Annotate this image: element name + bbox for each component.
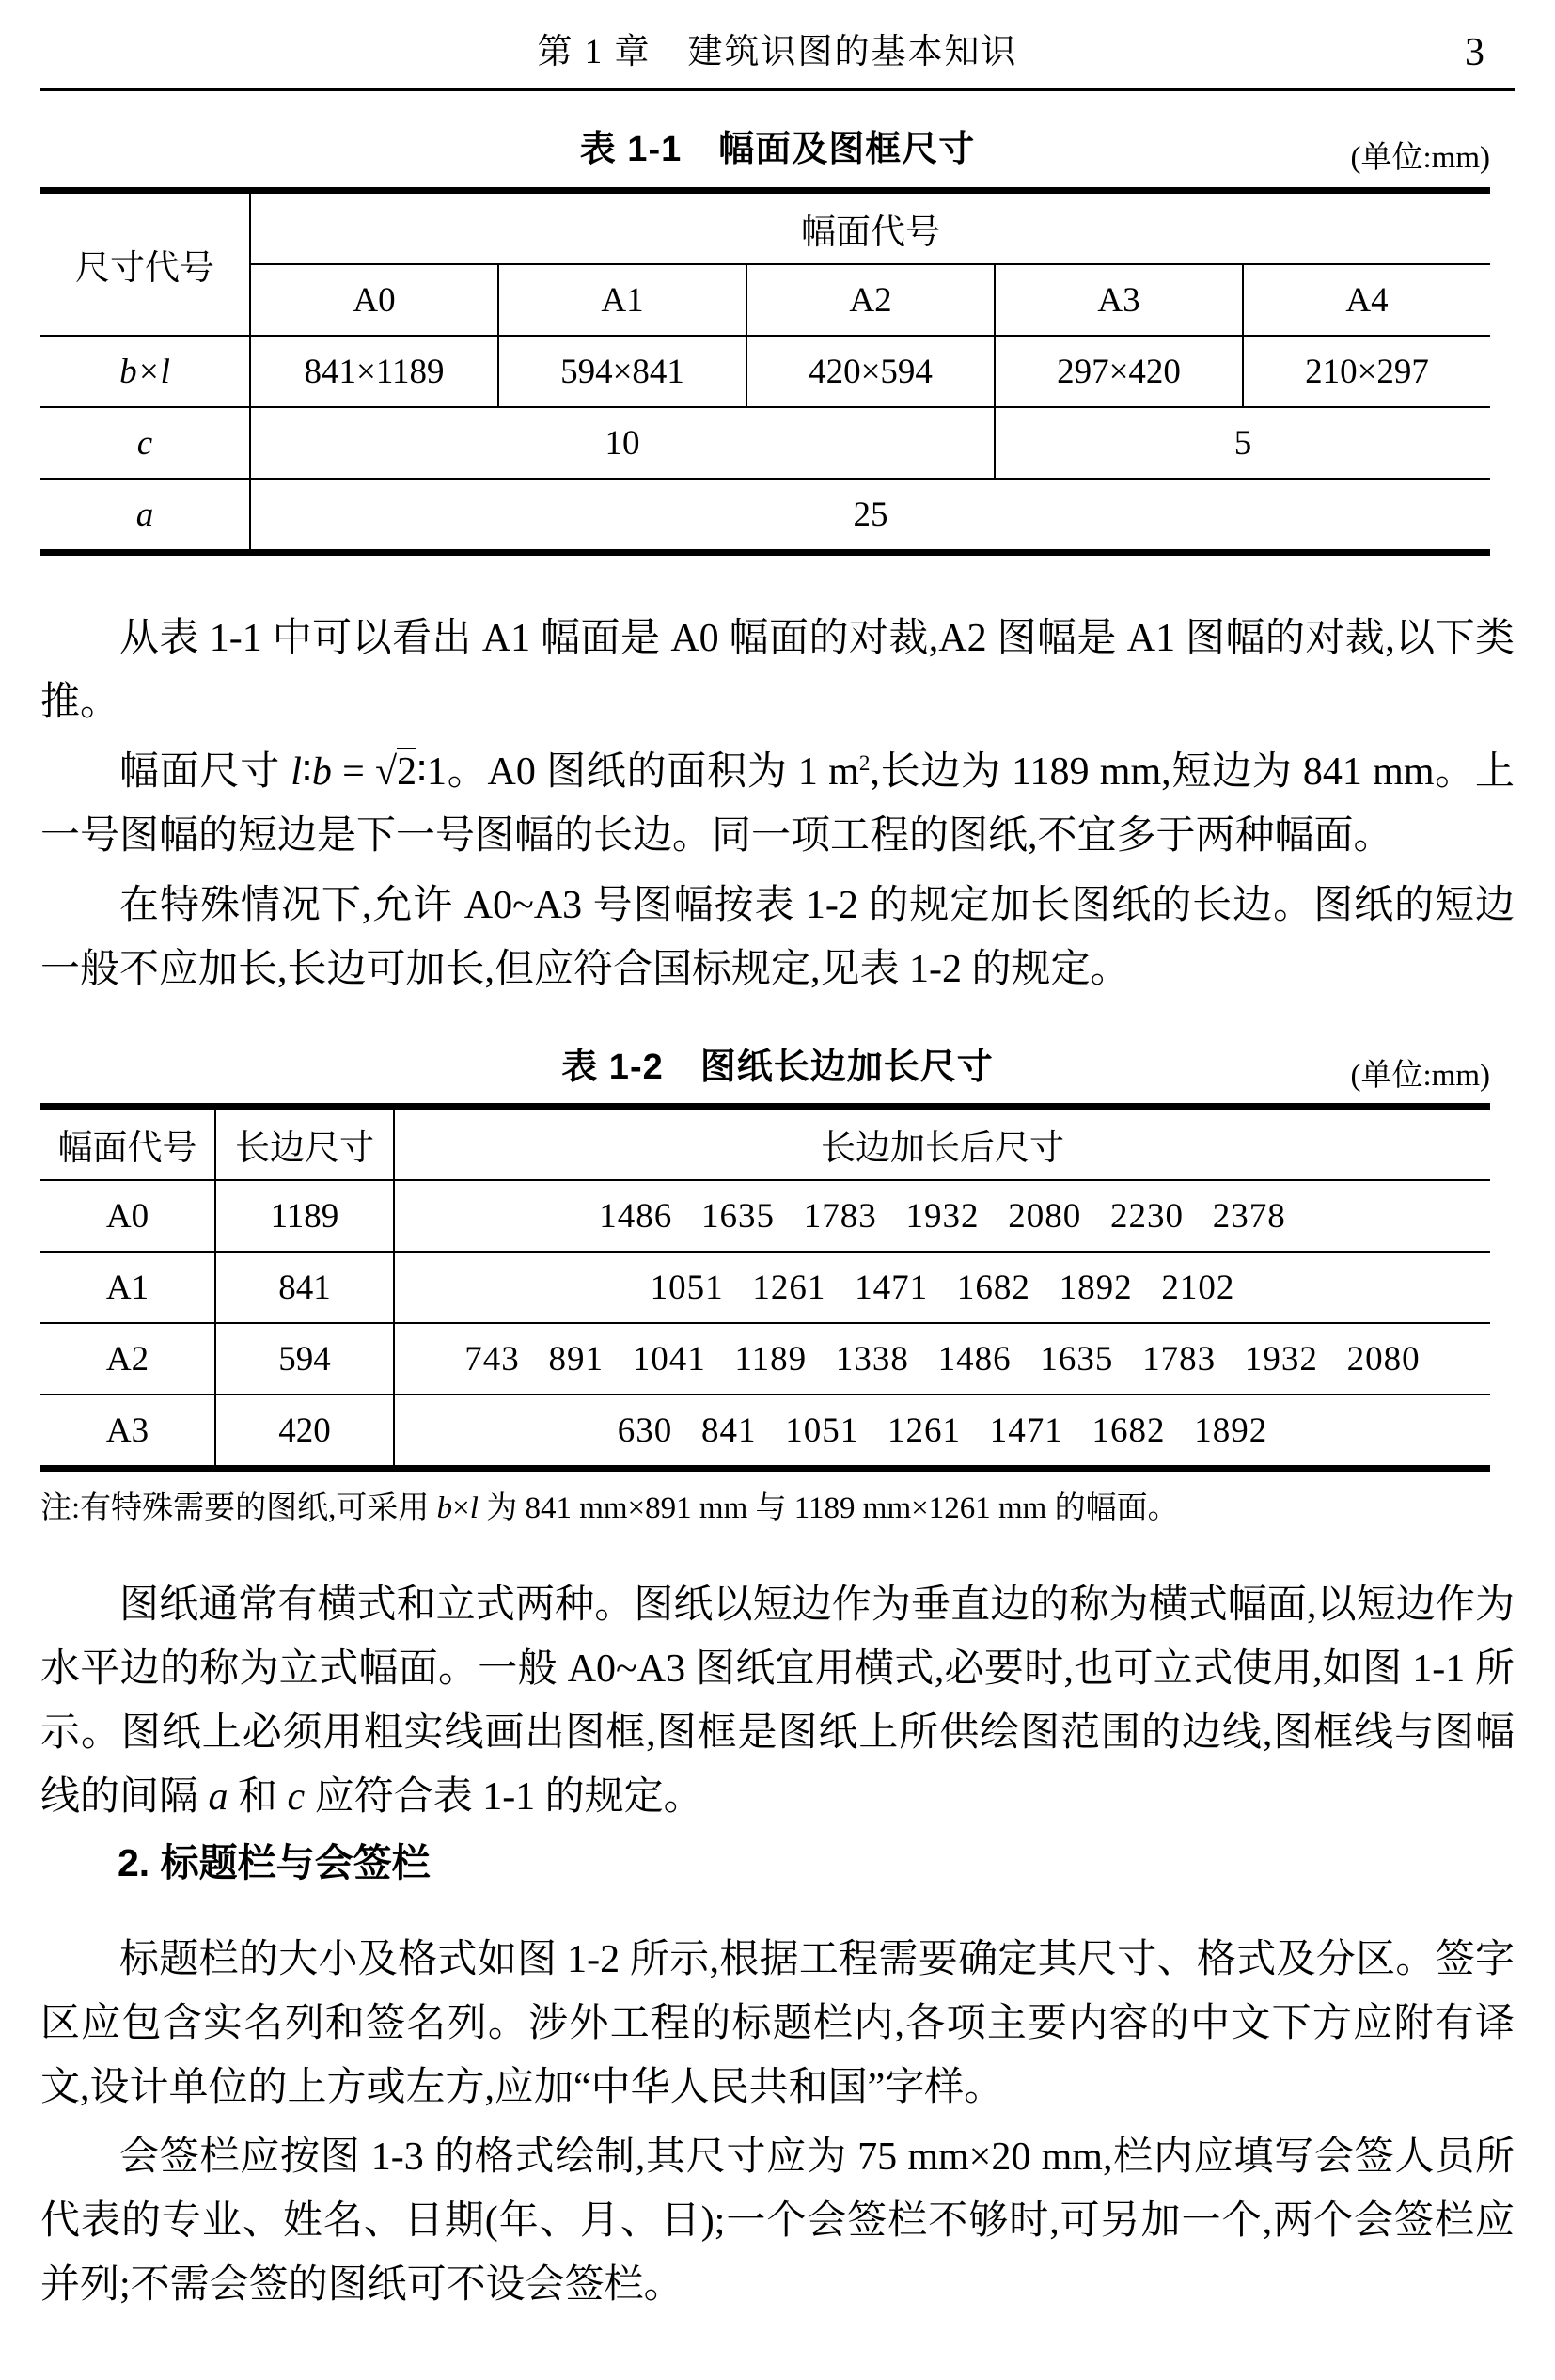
table2-col-header-long-edge: 长边尺寸 — [215, 1107, 394, 1181]
table1-row-label-a: a — [40, 479, 250, 553]
table2-row-a1 — [40, 1252, 1490, 1323]
table1-row-bxl — [40, 336, 1490, 407]
table2-cell-extended: 630 841 1051 1261 1471 1682 1892 — [617, 1411, 1268, 1450]
table2-cell-long-edge: 420 — [215, 1395, 394, 1469]
table2-cell-code: A3 — [40, 1395, 215, 1469]
table2-row-a2 — [40, 1323, 1490, 1395]
table2-cell-extended: 1051 1261 1471 1682 1892 2102 — [394, 1252, 1490, 1323]
section-heading-titleblock: 2. 标题栏与会签栏 — [118, 1841, 431, 1884]
table2-col-header-code: 幅面代号 — [40, 1107, 215, 1181]
table1-header-row-1 — [40, 191, 1490, 265]
table2-row-a0 — [40, 1180, 1490, 1252]
table1-col-header-a3: A3 — [995, 264, 1243, 336]
table1-header-row-2 — [40, 264, 1490, 336]
table1-cell-bxl-a2: 420×594 — [746, 336, 995, 407]
table2-cell-extended: 1486 1635 1783 1932 2080 2230 2378 — [394, 1180, 1490, 1252]
table2-cell-long-edge: 594 — [215, 1323, 394, 1395]
table1-row-a — [40, 479, 1490, 553]
table2-long-edge-extensions — [40, 1103, 1490, 1472]
table2-caption-title: 表 1-2 图纸长边加长尺寸 — [561, 1048, 994, 1087]
table1-sheet-sizes — [40, 187, 1490, 556]
table2-cell-long-edge: 1189 — [215, 1180, 394, 1252]
table2-caption — [40, 1045, 1515, 1093]
page-number: 3 — [1465, 31, 1484, 74]
paragraph-4: 图纸通常有横式和立式两种。图纸以短边作为垂直边的称为横式幅面,以短边作为水平边的称为立式幅面。一般 A0~A3 图纸宜用横式,必要时,也可立式使用,如图 1-1 所示。图纸上必须用粗实线画出图框,图框是图纸上所供绘图范围的边线,图框线与图幅线的间隔 a 和 c 应符合表 1-1 的规定。 — [40, 1584, 1515, 1819]
table1-corner-header: 尺寸代号 — [40, 191, 250, 337]
table1-cell-c-a0a2: 10 — [250, 407, 995, 479]
paragraph-3: 在特殊情况下,允许 A0~A3 号图幅按表 1-2 的规定加长图纸的长边。图纸的短边一般不应加长,长边可加长,但应符合国标规定,见表 1-2 的规定。 — [40, 884, 1515, 991]
table1-col-header-a0: A0 — [250, 264, 498, 336]
table1-col-header-a2: A2 — [746, 264, 995, 336]
table2-cell-code: A1 — [40, 1252, 215, 1323]
table1-cell-bxl-a4: 210×297 — [1243, 336, 1490, 407]
paragraph-2: 幅面尺寸 l∶b = √2∶1。A0 图纸的面积为 1 $m^2$,长边为 1189 mm,短边为 841 mm。上一号图幅的短边是下一号图幅的长边。同一项工程的图纸,不宜多于两种幅面。 — [40, 740, 1515, 868]
table1-cell-a-all: 25 — [853, 495, 888, 534]
header-rule — [40, 88, 1515, 91]
chapter-title: 第 1 章 建筑识图的基本知识 — [537, 33, 1018, 71]
paragraph-6: 会签栏应按图 1-3 的格式绘制,其尺寸应为 75 mm×20 mm,栏内应填写会签人员所代表的专业、姓名、日期(年、月、日);一个会签栏不够时,可另加一个,两个会签栏应并列;不需会签的图纸可不设会签栏。 — [40, 2136, 1515, 2307]
paragraph-5: 标题栏的大小及格式如图 1-2 所示,根据工程需要确定其尺寸、格式及分区。签字区应包含实名列和签名列。涉外工程的标题栏内,各项主要内容的中文下方应附有译文,设计单位的上方或左方,应加“中华人民共和国”字样。 — [40, 1938, 1515, 2109]
table1-cell-bxl-a1: 594×841 — [498, 336, 746, 407]
table1-col-header-a4: A4 — [1243, 264, 1490, 336]
table1-col-header-a1: A1 — [498, 264, 746, 336]
table2-row-a3 — [40, 1395, 1490, 1469]
table2-col-header-extended: 长边加长后尺寸 — [394, 1107, 1490, 1181]
table1-cell-bxl-a3: 297×420 — [995, 336, 1243, 407]
table1-caption — [40, 127, 1515, 175]
table1-caption-title: 表 1-1 幅面及图框尺寸 — [579, 130, 976, 169]
running-head — [40, 30, 1515, 75]
table2-cell-long-edge: 841 — [215, 1252, 394, 1323]
table2-unit-label: (单位:mm) — [1350, 1059, 1490, 1093]
table2-cell-code: A0 — [40, 1180, 215, 1252]
table1-row-label-bxl: b×l — [40, 336, 250, 407]
table2-cell-code: A2 — [40, 1323, 215, 1395]
table2-note: 注:有特殊需要的图纸,可采用 b×l 为 841 mm×891 mm 与 1189 mm×1261 mm 的幅面。 — [40, 1491, 1179, 1525]
table1-cell-c-a3a4: 5 — [995, 407, 1490, 479]
table1-row-label-c: c — [40, 407, 250, 479]
table1-row-c — [40, 407, 1490, 479]
paragraph-1: 从表 1-1 中可以看出 A1 幅面是 A0 幅面的对裁,A2 图幅是 A1 图幅的对裁,以下类推。 — [40, 617, 1515, 724]
table1-cell-bxl-a0: 841×1189 — [250, 336, 498, 407]
table1-group-header: 幅面代号 — [250, 191, 1490, 265]
table1-unit-label: (单位:mm) — [1350, 141, 1490, 175]
table2-cell-extended: 743 891 1041 1189 1338 1486 1635 1783 1932 2080 — [394, 1323, 1490, 1395]
table2-header-row — [40, 1107, 1490, 1181]
